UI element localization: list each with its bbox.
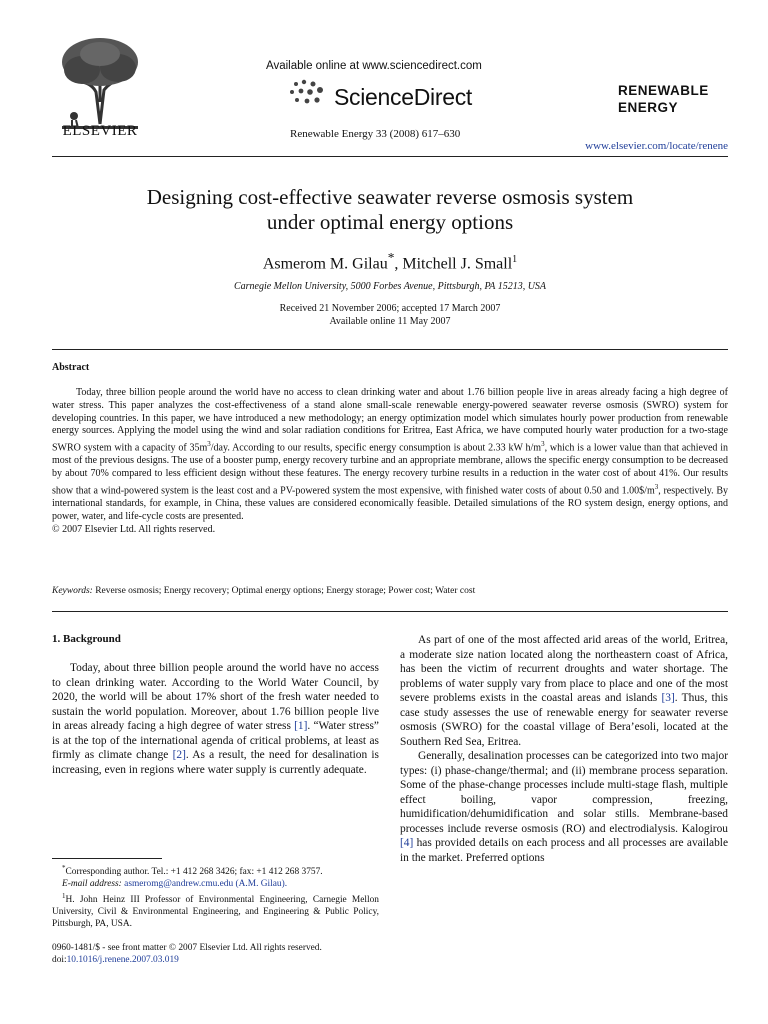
abstract-text: [52, 387, 728, 536]
issn-line: 0960-1481/$ - see front matter © 2007 Elsevier Ltd. All rights reserved.: [52, 943, 322, 953]
publisher-name: ELSEVIER: [62, 123, 138, 139]
keywords-list: Reverse osmosis; Energy recovery; Optimal energy options; Energy storage; Power cost; Water cost: [92, 586, 476, 596]
paper-title: [60, 185, 720, 235]
online-date: Available online 11 May 2007: [329, 316, 451, 327]
citation-link[interactable]: [1]: [294, 720, 308, 732]
text-segment: has provided details on each process and all processes are available in the market. Preferred options: [400, 837, 728, 864]
journal-name-line1: RENEWABLE: [618, 83, 709, 98]
corresponding-author-mark[interactable]: *: [387, 250, 395, 265]
front-matter: [52, 942, 382, 966]
text-segment: . As a result, the need for desalination is increasing, even in regions where water supply is currently adequate.: [52, 749, 379, 776]
doi-label: doi:: [52, 955, 67, 965]
author-footnote-mark[interactable]: 1: [512, 254, 518, 265]
sciencedirect-logo-text: ScienceDirect: [334, 84, 472, 110]
unit-text: m: [199, 442, 208, 454]
superscript: 3: [541, 440, 545, 449]
email-label: E-mail address:: [62, 879, 122, 890]
text-segment: . Thus, this case study assesses the use of renewable energy for seawater reverse osmosis (SWRO) for the coastal village of Bera’esoli, located at the Southern Red Sea, Eritrea.: [400, 692, 728, 748]
superscript: 3: [654, 482, 659, 491]
journal-name: [618, 82, 728, 116]
citation-link[interactable]: [3]: [661, 692, 675, 704]
left-column: [52, 661, 379, 777]
unit-text: kW h/m: [508, 442, 542, 454]
keywords: [52, 586, 728, 596]
footnote-mark: *: [62, 864, 66, 872]
title-line2: under optimal energy options: [266, 210, 514, 234]
right-column: [400, 633, 728, 865]
abstract-segment: /day. According to our results, specific energy consumption is about 2.33: [210, 442, 506, 454]
abstract-segment: , respectively. By international standards, for example, in China, these values are considered economically feasible. Detailed simulations of the RO system design, energy options, and power, water, and life-cycle costs are presented.: [52, 485, 728, 522]
footnote-mark: 1: [62, 892, 66, 901]
footnote-text: H. John Heinz III Professor of Environmental Engineering, Carnegie Mellon University, Civil & Environmental Engineering, and Engineering & Public Policy, Pittsburgh, PA, USA.: [52, 895, 379, 930]
paragraph: [400, 633, 728, 749]
footnote-divider: [52, 858, 162, 859]
superscript: 3: [207, 440, 211, 449]
text-segment: As part of one of the most affected arid areas of the world, Eritrea, a moderate size nation located along the northeastern coast of Africa, has been the victim of recurrent droughts and water shortage. The problems of water supply vary from place to place and one of the most severe problems exists in the coastal areas and islands: [400, 634, 728, 704]
abstract-copyright: © 2007 Elsevier Ltd. All rights reserved.: [52, 523, 216, 535]
footnote-text: Corresponding author. Tel.: +1 412 268 3426; fax: +1 412 268 3757.: [65, 867, 323, 878]
elsevier-tree-logo: [52, 32, 148, 132]
abstract-segment: Today, three billion people around the world have no access to clean drinking water and about 1.76 billion people live in areas already facing a high degree of water stress. This paper analyzes the cost-effectiveness of a stand alone small-scale renewable energy-powered seawater reverse osmosis (SWRO) system for developing countries. In this paper, we have introduced a new methodology; an energy optimization model which simulates hourly power production from renewable energy sources. Applying the model using the wind and solar radiation conditions for Eritrea, East Africa, we have computed hourly water production for a two-stage SWRO system with a capacity of 35: [52, 387, 728, 454]
text-segment: . “Water stress” is at the top of the international agenda of critical problems, at least as firmly as climate change: [52, 720, 379, 761]
journal-reference: Renewable Energy 33 (2008) 617–630: [290, 128, 461, 140]
email-link[interactable]: asmeromg@andrew.cmu.edu (A.M. Gilau).: [124, 879, 288, 890]
paragraph: [400, 749, 728, 865]
citation-link[interactable]: [2]: [172, 749, 186, 761]
received-date: Received 21 November 2006; accepted 17 March 2007: [279, 303, 501, 314]
footnote: [52, 878, 379, 890]
available-online-text: Available online at www.sciencedirect.com: [266, 60, 482, 72]
paragraph: [52, 661, 379, 777]
abstract-bottom-divider: [52, 611, 728, 612]
keywords-label: Keywords:: [52, 586, 93, 596]
journal-url-link[interactable]: www.elsevier.com/locate/renene: [585, 140, 728, 152]
section-heading: 1. Background: [52, 633, 121, 645]
publication-dates: [60, 302, 720, 328]
author-name: Asmerom M. Gilau: [262, 255, 388, 273]
footnote: [52, 890, 379, 930]
abstract-heading: Abstract: [52, 362, 90, 373]
affiliation: Carnegie Mellon University, 5000 Forbes Avenue, Pittsburgh, PA 15213, USA: [233, 281, 547, 292]
author-name: Mitchell J. Small: [402, 255, 513, 273]
text-segment: Generally, desalination processes can be categorized into two major types: (i) phase-change/thermal; and (ii) membrane process separation. Some of the phase-change processes include multi-stage flash, multiple effect boiling, vapor compression, freezing, humidification/dehumidification and solar stills. Membrane-based processes include reverse osmosis (RO) and electrodialysis. Kalogirou: [400, 750, 728, 835]
footnote: [52, 862, 379, 878]
header-divider: [52, 156, 728, 157]
author-separator: ,: [394, 255, 403, 273]
title-line1: Designing cost-effective seawater reverse osmosis system: [146, 185, 634, 209]
citation-link[interactable]: [4]: [400, 837, 414, 849]
abstract-top-divider: [52, 349, 728, 350]
footnotes: [52, 862, 379, 930]
text-segment: Today, about three billion people around the world have no access to clean drinking water. According to the World Water Council, by 2020, the world will be about 17% short of the fresh water needed to sustain the world population. Moreover, about 1.76 billion people live in areas already facing a high degree of water stress: [52, 662, 379, 732]
author-list: [60, 250, 720, 273]
doi-link[interactable]: 10.1016/j.renene.2007.03.019: [66, 955, 179, 965]
journal-name-line2: ENERGY: [618, 100, 679, 115]
abstract-segment: , which is a lower value than that achieved in most of the previous designs. The use of a booster pump, energy recovery turbine and an appropriate membrane, allows the specific energy consumption to be decreased by about 70% compared to less efficient design without these features. The energy recovery turbine results in a reduction in the water cost of about 41%. Our results show that a wind-powered system is the least cost and a PV-powered system the most expensive, with finished water costs of about 0.50 and 1.00$/m: [52, 442, 728, 497]
doi-line: [52, 954, 382, 966]
sciencedirect-dots-icon: [288, 78, 328, 108]
